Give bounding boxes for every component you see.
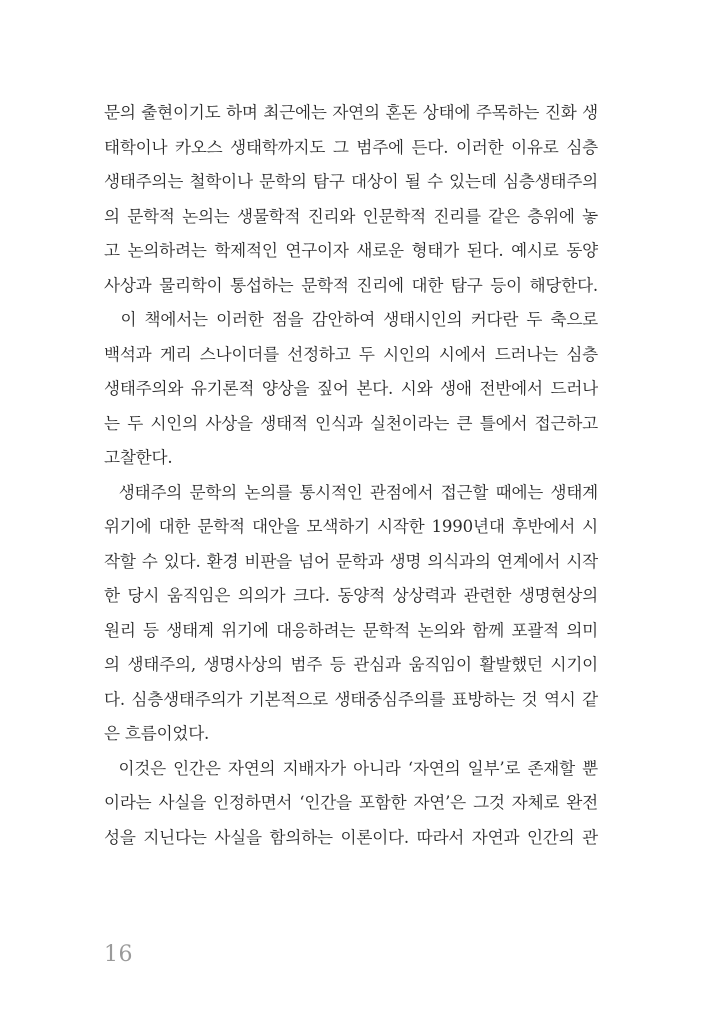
- text-line: 다. 심층생태주의가 기본적으로 생태중심주의를 표방하는 것 역시 같: [104, 689, 598, 709]
- text-line: 성을 지닌다는 사실을 함의하는 이론이다. 따라서 자연과 인간의 관: [104, 827, 598, 847]
- text-line: 원리 등 생태계 위기에 대응하려는 문학적 논의와 함께 포괄적 의미: [104, 620, 598, 640]
- page-number: 16: [104, 942, 133, 967]
- text-line: 의 문학적 논의는 생물학적 진리와 인문학적 진리를 같은 층위에 놓: [104, 206, 598, 226]
- text-line: 이라는 사실을 인정하면서 ‘인간을 포함한 자연’은 그것 자체로 완전: [104, 793, 598, 812]
- text-line: 이 책에서는 이러한 점을 감안하여 생태시인의 커다란 두 축으로: [104, 310, 598, 329]
- text-line: 위기에 대한 문학적 대안을 모색하기 시작한 1990년대 후반에서 시: [104, 517, 598, 536]
- text-line: 의 생태주의, 생명사상의 범주 등 관심과 움직임이 활발했던 시기이: [104, 655, 598, 674]
- text-line: 생태주의와 유기론적 양상을 짚어 본다. 시와 생애 전반에서 드러나: [104, 379, 598, 398]
- text-line: 태학이나 카오스 생태학까지도 그 범주에 든다. 이러한 이유로 심층: [104, 137, 598, 157]
- text-line: 는 두 시인의 사상을 생태적 인식과 실천이라는 큰 틀에서 접근하고: [104, 413, 598, 433]
- text-line: 생태주의 문학의 논의를 통시적인 관점에서 접근할 때에는 생태계: [104, 482, 598, 502]
- text-line: 은 흐름이었다.: [104, 724, 210, 743]
- text-line: 이것은 인간은 자연의 지배자가 아니라 ‘자연의 일부’로 존재할 뿐: [104, 758, 598, 778]
- text-line: 작할 수 있다. 환경 비판을 넘어 문학과 생명 의식과의 연계에서 시작: [104, 551, 598, 571]
- text-line: 백석과 게리 스나이더를 선정하고 두 시인의 시에서 드러나는 심층: [104, 344, 598, 364]
- text-line: 고 논의하려는 학제적인 연구이자 새로운 형태가 된다. 예시로 동양: [104, 241, 598, 260]
- text-line: 한 당시 움직임은 의의가 크다. 동양적 상상력과 관련한 생명현상의: [104, 586, 598, 605]
- text-line: 사상과 물리학이 통섭하는 문학적 진리에 대한 탐구 등이 해당한다.: [104, 275, 598, 295]
- text-line: 고찰한다.: [104, 448, 173, 467]
- text-line: 생태주의는 철학이나 문학의 탐구 대상이 될 수 있는데 심층생태주의: [104, 172, 598, 191]
- body-text: [104, 96, 598, 855]
- text-line: 문의 출현이기도 하며 최근에는 자연의 혼돈 상태에 주목하는 진화 생: [104, 103, 598, 122]
